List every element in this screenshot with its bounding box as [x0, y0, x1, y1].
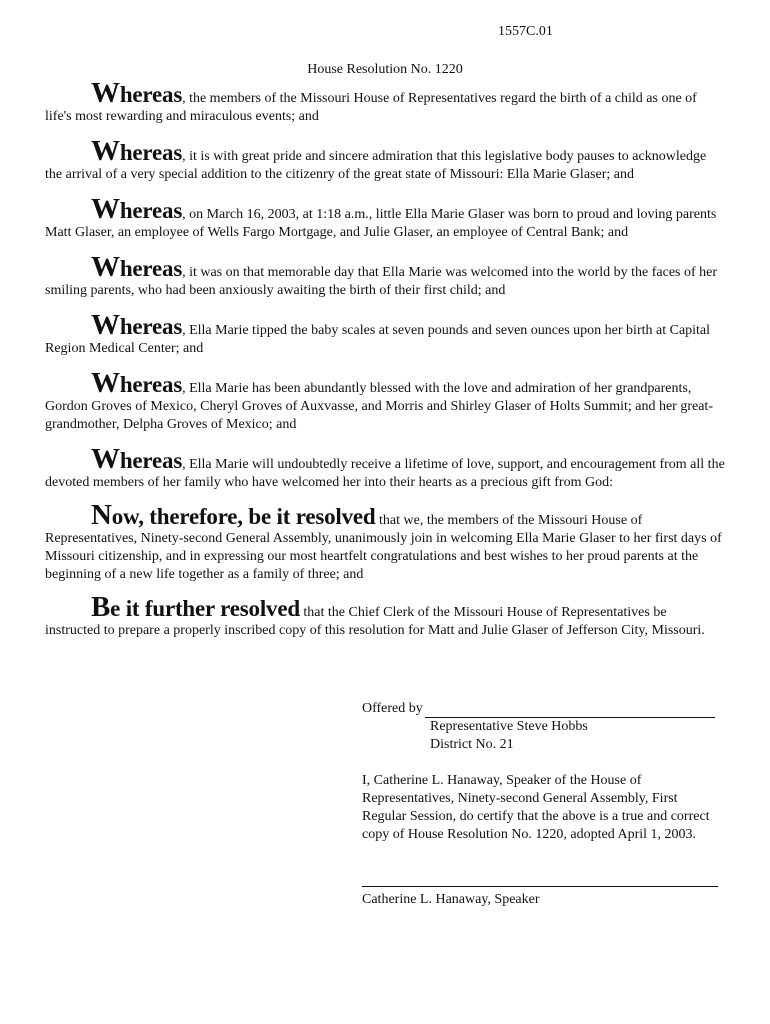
offered-by-label: Offered by	[362, 701, 423, 716]
paragraph-text: , it was on that memorable day that Ella Marie was welcomed into the world by the faces of her smiling parents, who had been anxiously awaiting the birth of their first child; and	[45, 265, 718, 298]
paragraph-lead: Whereas	[91, 251, 183, 283]
resolution-body	[45, 77, 725, 640]
paragraph-text: , it is with great pride and sincere admiration that this legislative body pauses to acknowledge the arrival of a very special addition to the citizenry of the great state of Missouri: Ella Marie Glaser; and	[45, 149, 707, 182]
resolution-title: House Resolution No. 1220	[307, 62, 463, 77]
paragraph-text: that we, the members of the Missouri House of Representatives, Ninety-second General Assembly, unanimously join in welcoming Ella Marie Glaser to her first days of Missouri citizenship, and in expressing our most heartfelt congratulations and best wishes to her proud parents at the beginning of a new life together as a family of three; and	[45, 513, 722, 582]
whereas-paragraph-4	[45, 251, 725, 300]
paragraph-text: , Ella Marie has been abundantly blessed with the love and admiration of her grandparents, Gordon Groves of Mexico, Cheryl Groves of Auxvasse, and Morris and Shirley Glaser of Holts Summit; and her great-grandmother, Delpha Groves of Mexico; and	[45, 381, 713, 432]
whereas-paragraph-5	[45, 309, 725, 358]
paragraph-lead: Whereas	[91, 367, 183, 399]
paragraph-text: that the Chief Clerk of the Missouri House of Representatives be instructed to prepare a properly inscribed copy of this resolution for Matt and Julie Glaser of Jefferson City, Missouri.	[45, 605, 705, 638]
paragraph-text: , Ella Marie will undoubtedly receive a lifetime of love, support, and encouragement from all the devoted members of her family who have welcomed her into their hearts as a precious gift from God:	[45, 457, 725, 490]
whereas-paragraph-7	[45, 443, 725, 492]
paragraph-lead: Now, therefore, be it resolved	[91, 499, 376, 531]
whereas-paragraph-2	[45, 135, 725, 184]
paragraph-text: , on March 16, 2003, at 1:18 a.m., little Ella Marie Glaser was born to proud and loving parents Matt Glaser, an employee of Wells Fargo Mortgage, and Julie Glaser, an employee of Central Bank; and	[45, 207, 717, 240]
paragraph-text: , the members of the Missouri House of Representatives regard the birth of a child as one of life's most rewarding and miraculous events; and	[45, 91, 697, 124]
signature-block	[362, 700, 722, 909]
paragraph-lead: Whereas	[91, 193, 183, 225]
paragraph-text: , Ella Marie tipped the baby scales at seven pounds and seven ounces upon her birth at Capital Region Medical Center; and	[45, 323, 711, 356]
paragraph-lead: Be it further resolved	[91, 591, 300, 623]
whereas-paragraph-6	[45, 367, 725, 434]
representative-name: Representative Steve Hobbs	[430, 719, 588, 734]
further-resolved-paragraph	[45, 591, 725, 640]
resolved-paragraph	[45, 499, 725, 584]
paragraph-lead: Whereas	[91, 309, 183, 341]
paragraph-lead: Whereas	[91, 77, 183, 109]
paragraph-lead: Whereas	[91, 443, 183, 475]
document-number: 1557C.01	[498, 24, 553, 39]
paragraph-lead: Whereas	[91, 135, 183, 167]
offered-by-line	[362, 700, 722, 718]
speaker-certification: I, Catherine L. Hanaway, Speaker of the House of Representatives, Ninety-second General Assembly, First Regular Session, do certify that the above is a true and correct copy of House Resolution No. 1220, adopted April 1, 2003.	[362, 773, 710, 842]
speaker-name: Catherine L. Hanaway, Speaker	[362, 892, 540, 907]
speaker-signature-line	[362, 886, 718, 887]
whereas-paragraph-3	[45, 193, 725, 242]
offered-by-signature-line	[425, 705, 715, 718]
whereas-paragraph-1	[45, 77, 725, 126]
district-number: District No. 21	[430, 737, 514, 752]
